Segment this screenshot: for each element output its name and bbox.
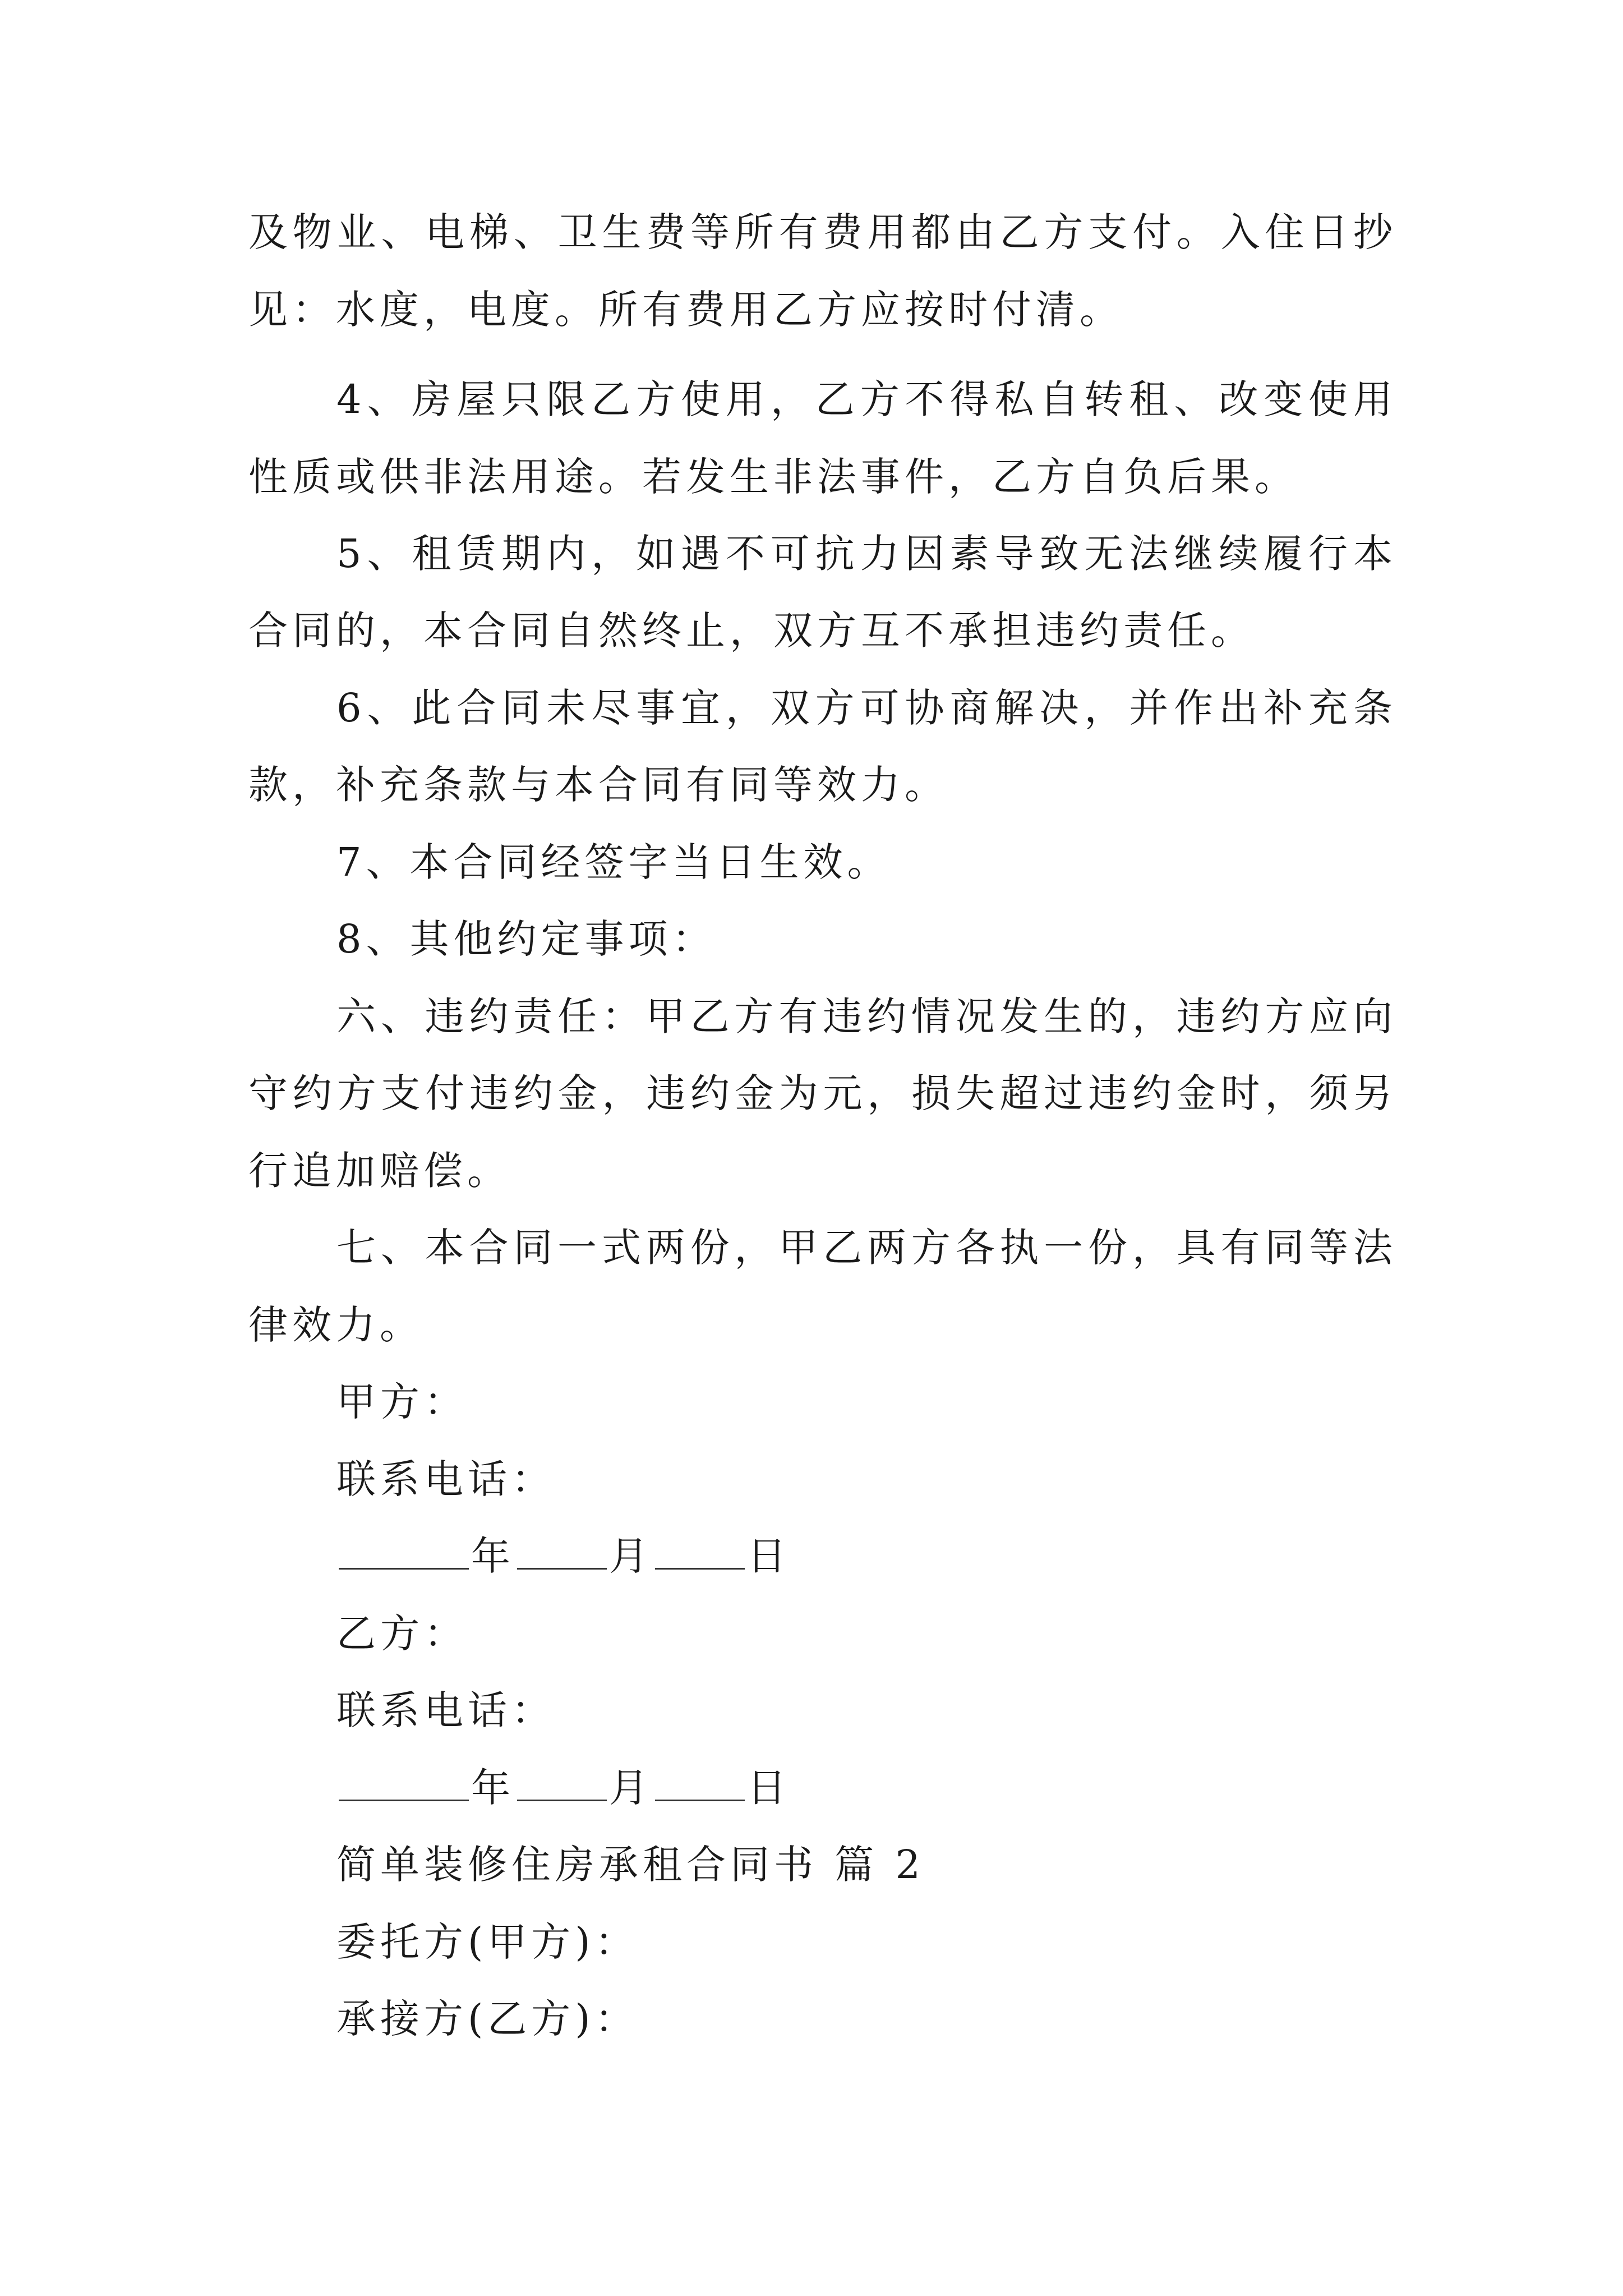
breach-clause: 六、违约责任：甲乙方有违约情况发生的，违约方应向	[336, 993, 1393, 1039]
body-line: 性质或供非法用途。若发生非法事件，乙方自负后果。	[248, 454, 1298, 500]
party-a-date	[336, 1533, 1481, 1580]
month-label: 月	[609, 1765, 653, 1811]
year-blank	[339, 1534, 469, 1570]
body-line: 守约方支付违约金，违约金为元，损失超过违约金时，须另	[248, 1070, 1393, 1116]
month-blank	[517, 1534, 607, 1570]
year-label: 年	[471, 1765, 515, 1811]
body-line: 律效力。	[248, 1302, 423, 1348]
party-b-phone-label: 联系电话：	[336, 1687, 555, 1733]
contractor-label: 承接方(乙方)：	[336, 1996, 639, 2042]
year-blank	[339, 1766, 469, 1801]
day-label: 日	[747, 1533, 791, 1579]
body-line: 见：水度，电度。所有费用乙方应按时付清。	[248, 287, 1123, 333]
day-blank	[655, 1534, 745, 1570]
day-label: 日	[747, 1765, 791, 1811]
year-label: 年	[471, 1533, 515, 1579]
clause-8: 8、其他约定事项：	[336, 916, 716, 962]
month-label: 月	[609, 1533, 653, 1579]
body-line: 行追加赔偿。	[248, 1148, 511, 1194]
copies-clause: 七、本合同一式两份，甲乙两方各执一份，具有同等法	[336, 1225, 1393, 1271]
clause-4: 4、房屋只限乙方使用，乙方不得私自转租、改变使用	[336, 376, 1393, 422]
body-line: 款，补充条款与本合同有同等效力。	[248, 762, 948, 808]
clause-7: 7、本合同经签字当日生效。	[336, 839, 891, 885]
month-blank	[517, 1766, 607, 1801]
body-line: 及物业、电梯、卫生费等所有费用都由乙方支付。入住日抄	[248, 209, 1393, 255]
section-2-title: 简单装修住房承租合同书 篇 2	[336, 1842, 925, 1888]
clause-5: 5、租赁期内，如遇不可抗力因素导致无法继续履行本	[336, 531, 1393, 577]
party-b-label: 乙方：	[336, 1611, 468, 1657]
day-blank	[655, 1766, 745, 1801]
client-label: 委托方(甲方)：	[336, 1919, 639, 1965]
party-a-phone-label: 联系电话：	[336, 1456, 555, 1502]
clause-6: 6、此合同未尽事宜，双方可协商解决，并作出补充条	[336, 685, 1393, 731]
party-b-date	[336, 1764, 1481, 1811]
body-line: 合同的，本合同自然终止，双方互不承担违约责任。	[248, 608, 1255, 654]
party-a-label: 甲方：	[336, 1379, 468, 1425]
